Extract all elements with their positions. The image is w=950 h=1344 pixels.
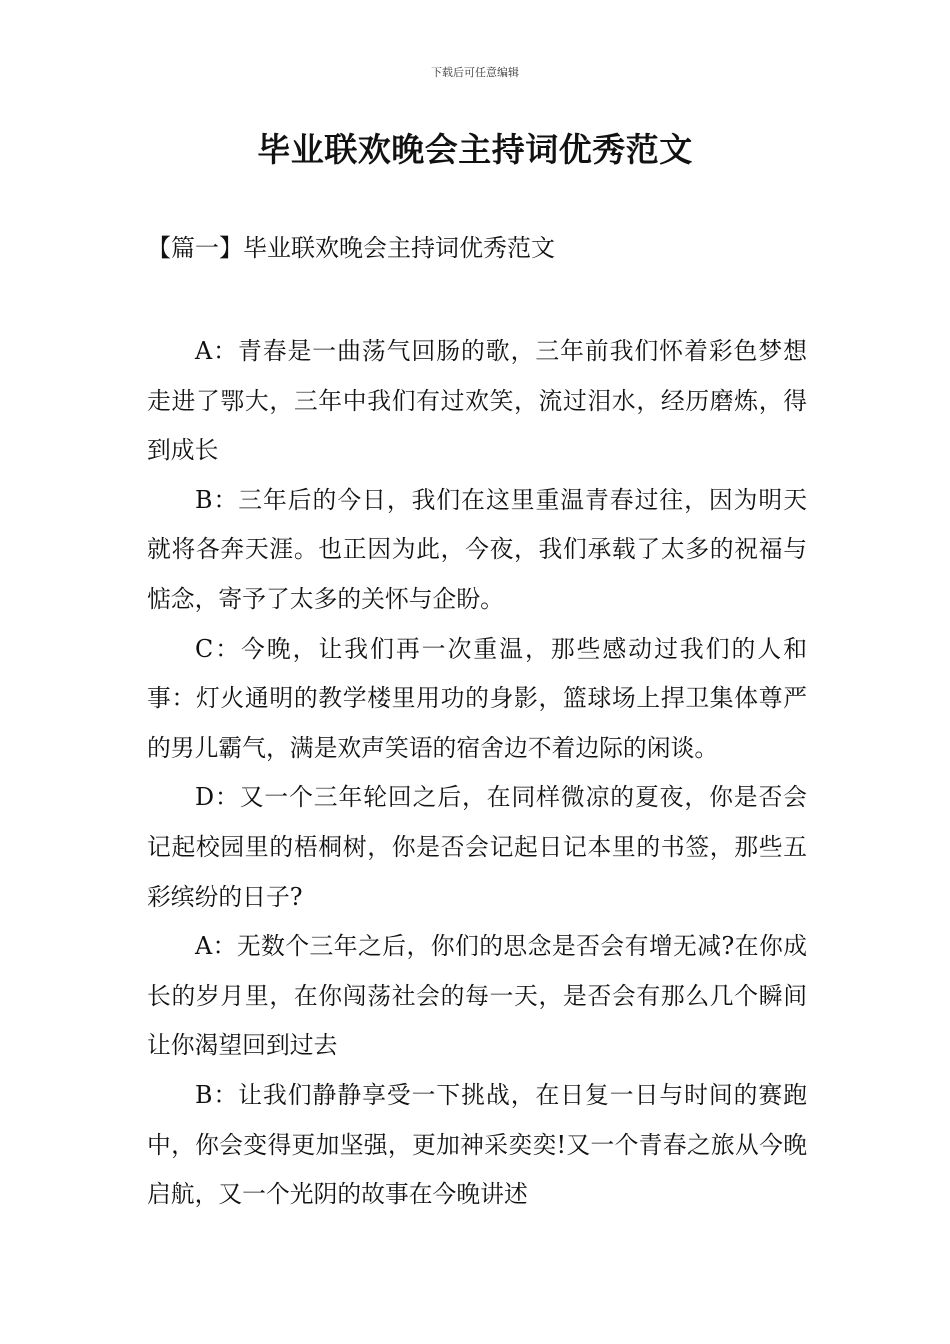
- body-text: [147, 327, 807, 1220]
- paragraph-host-a-1: A：青春是一曲荡气回肠的歌，三年前我们怀着彩色梦想走进了鄂大，三年中我们有过欢笑，流过泪水，经历磨炼，得到成长: [147, 337, 807, 465]
- header-note: 下载后可任意编辑: [431, 66, 519, 79]
- paragraph-host-b-2: B：让我们静静享受一下挑战，在日复一日与时间的赛跑中，你会变得更加坚强，更加神采奕奕!又一个青春之旅从今晚启航，又一个光阴的故事在今晚讲述: [147, 1080, 807, 1209]
- paragraph-host-d-1: D：又一个三年轮回之后，在同样微凉的夏夜，你是否会记起校园里的梧桐树，你是否会记起日记本里的书签，那些五彩缤纷的日子?: [147, 783, 807, 911]
- paragraph-host-a-2: A：无数个三年之后，你们的思念是否会有增无减?在你成长的岁月里，在你闯荡社会的每一天，是否会有那么几个瞬间让你渴望回到过去: [147, 932, 807, 1060]
- section-heading: 【篇一】毕业联欢晚会主持词优秀范文: [147, 234, 555, 262]
- paragraph-host-b-1: B：三年后的今日，我们在这里重温青春过往，因为明天就将各奔天涯。也正因为此，今夜，我们承载了太多的祝福与惦念，寄予了太多的关怀与企盼。: [147, 485, 807, 613]
- document-title: 毕业联欢晚会主持词优秀范文: [257, 130, 693, 169]
- paragraph-host-c-1: C：今晚，让我们再一次重温，那些感动过我们的人和事：灯火通明的教学楼里用功的身影，篮球场上捍卫集体尊严的男儿霸气，满是欢声笑语的宿舍边不着边际的闲谈。: [147, 634, 807, 762]
